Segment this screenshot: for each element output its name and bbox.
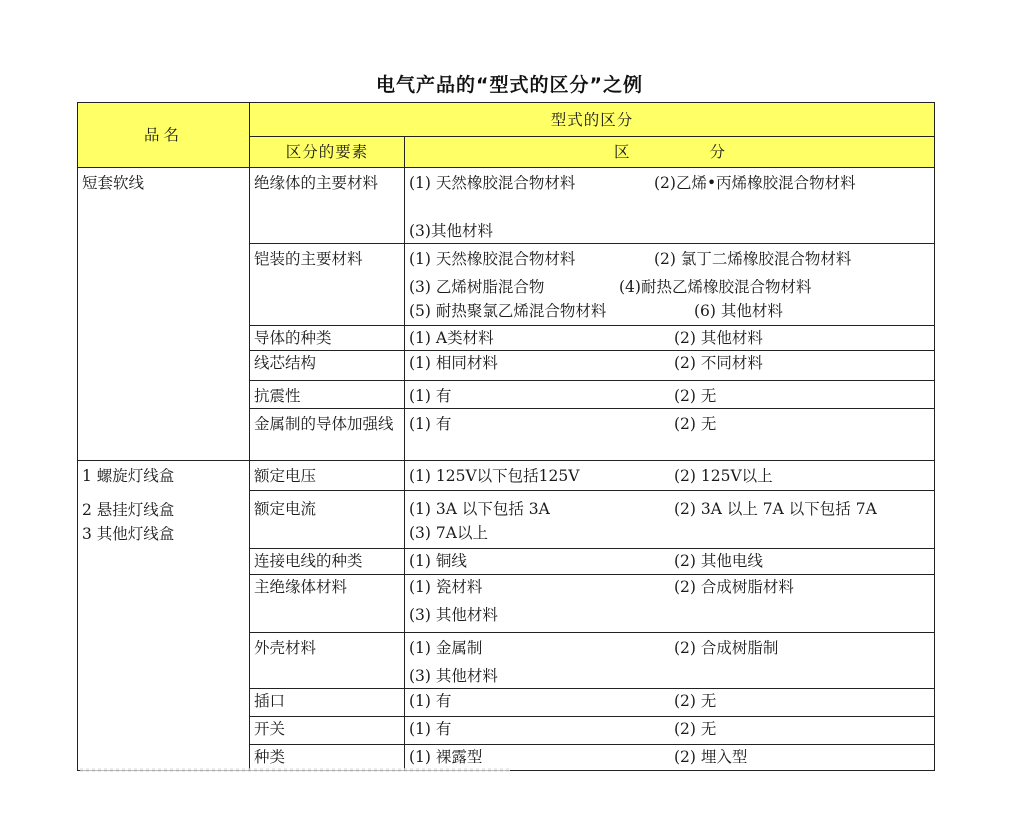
division-cell: (1) A类材料 (2) 其他材料 [405,326,935,351]
division-cell: (1) 裸露型 (2) 埋入型 [405,745,935,771]
division-cell: (1) 有 (2) 无 [405,409,935,461]
element-cell: 额定电压 [250,461,405,491]
division-cell: (1) 相同材料 (2) 不同材料 [405,351,935,381]
element-cell: 主绝缘体材料 [250,575,405,633]
element-cell: 线芯结构 [250,351,405,381]
classification-table [77,102,935,771]
division-cell: (1) 有 (2) 无 [405,381,935,409]
division-cell: (1) 3A 以下包括 3A (2) 3A 以上 7A 以下包括 7A (3) 7A以上 [405,491,935,549]
element-cell: 铠装的主要材料 [250,244,405,326]
product-cell [78,168,250,461]
header-type-division: 型式的区分 [250,103,935,137]
element-cell: 连接电线的种类 [250,549,405,575]
division-cell: (1) 125V以下包括125V (2) 125V以上 [405,461,935,491]
element-cell: 种类 [250,745,405,771]
element-cell: 开关 [250,717,405,745]
product-name: 3 其他灯线盒 [82,525,175,543]
division-cell: (1) 有 (2) 无 [405,717,935,745]
division-cell: (1) 铜线 (2) 其他电线 [405,549,935,575]
page-title: 电气产品的“型式的区分”之例 [376,74,643,96]
division-cell: (1) 有 (2) 无 [405,689,935,717]
element-cell: 绝缘体的主要材料 [250,168,405,244]
element-cell: 额定电流 [250,491,405,549]
product-name: 2 悬挂灯线盒 [82,501,175,519]
division-cell: (1) 瓷材料 (2) 合成树脂材料 (3) 其他材料 [405,575,935,633]
element-cell: 插口 [250,689,405,717]
product-name: 1 螺旋灯线盒 [82,467,175,485]
header-division-element: 区分的要素 [250,137,405,168]
product-name: 短套软线 [82,174,145,192]
element-cell: 抗震性 [250,381,405,409]
header-division: 区 分 [405,137,935,168]
table-row [78,461,935,491]
element-cell: 导体的种类 [250,326,405,351]
scan-artifact [80,768,510,772]
product-cell [78,461,250,771]
header-product-name: 品名 [78,103,250,168]
element-cell: 外壳材料 [250,633,405,689]
division-cell: (1) 天然橡胶混合物材料 (2) 氯丁二烯橡胶混合物材料 (3) 乙烯树脂混合物 (4)耐热乙烯橡胶混合物材料 (5) 耐热聚氯乙烯混合物材料 (6) 其他材料 [405,244,935,326]
element-cell: 金属制的导体加强线 [250,409,405,461]
division-cell: (1) 天然橡胶混合物材料 (2)乙烯•丙烯橡胶混合物材料 (3)其他材料 [405,168,935,244]
table-row [78,168,935,244]
division-cell: (1) 金属制 (2) 合成树脂制 (3) 其他材料 [405,633,935,689]
